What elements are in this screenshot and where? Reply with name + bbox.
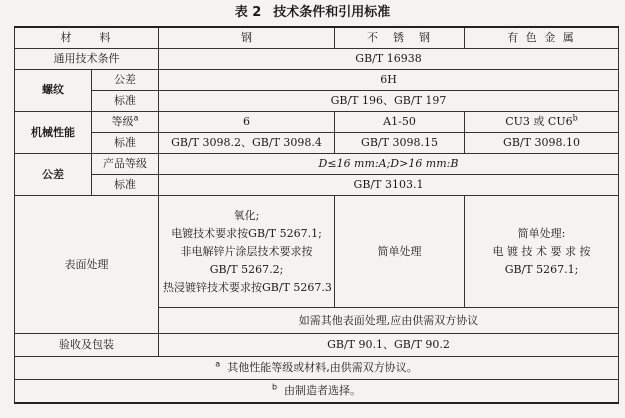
thread-tolerance-row (15, 69, 619, 90)
surface-steel (159, 196, 335, 308)
surface-steel-line: 氧化; (233, 208, 260, 222)
surface-nonferrous-line: GB/T 5267.1; (504, 262, 579, 276)
header-nonferrous: 有 色 金 属 (465, 27, 619, 48)
thread-standard-row (15, 90, 619, 111)
thread-label: 螺纹 (15, 69, 92, 111)
surface-row (15, 196, 619, 308)
acceptance-label: 验收及包装 (15, 333, 159, 356)
tolerance-standard-value: GB/T 3103.1 (159, 175, 619, 196)
footnote-a-mark: a (215, 359, 221, 369)
surface-steel-line: 热浸镀锌技术要求按GB/T 5267.3 (163, 280, 332, 294)
thread-standard-value: GB/T 196、GB/T 197 (159, 90, 619, 111)
footnote-b-mark: b (271, 382, 278, 392)
grade-steel: 6 (159, 111, 335, 132)
surface-steel-line: 电镀技术要求按GB/T 5267.1; (171, 226, 322, 240)
caption-number: 表 2 (234, 5, 262, 20)
surface-other: 如需其他表面处理,应由供需双方协议 (159, 308, 619, 333)
table-caption (0, 2, 625, 24)
surface-label: 表面处理 (15, 196, 159, 333)
surface-steel-line: 非电解锌片涂层技术要求按 (180, 244, 313, 258)
product-grade-value: D≤16 mm:A;D>16 mm:B (159, 154, 619, 175)
header-row (15, 27, 619, 48)
footnote-b-text: 由制造者选择。 (284, 384, 362, 398)
note-row (15, 380, 619, 403)
header-material: 材 料 (15, 27, 159, 48)
mechanical-grade-label-cell (92, 111, 159, 132)
mechanical-grade-label: 等级 (111, 114, 134, 128)
std-stainless: GB/T 3098.15 (335, 133, 465, 154)
thread-standard-label: 标准 (92, 90, 159, 111)
thread-tolerance-value: 6H (159, 69, 619, 90)
surface-nonferrous-line: 简单处理: (517, 226, 566, 240)
mechanical-standard-label: 标准 (92, 133, 159, 154)
acceptance-value: GB/T 90.1、GB/T 90.2 (159, 333, 619, 356)
mechanical-grade-row (15, 111, 619, 132)
tolerance-grade-row (15, 154, 619, 175)
surface-steel-line: GB/T 5267.2; (209, 262, 284, 276)
mechanical-standard-row (15, 133, 619, 154)
acceptance-row (15, 333, 619, 356)
surface-nonferrous-line: 电 镀 技 术 要 求 按 (492, 244, 591, 258)
surface-stainless: 简单处理 (335, 196, 465, 308)
tolerance-standard-label: 标准 (92, 175, 159, 196)
header-stainless: 不 锈 钢 (335, 27, 465, 48)
grade-stainless: A1-50 (335, 111, 465, 132)
surface-nonferrous (465, 196, 619, 308)
thread-tolerance-label: 公差 (92, 69, 159, 90)
general-value: GB/T 16938 (159, 48, 619, 69)
footnote-mark-a: a (133, 113, 139, 123)
caption-title: 技术条件和引用标准 (273, 5, 391, 20)
std-nonferrous: GB/T 3098.10 (465, 133, 619, 154)
note-row (15, 356, 619, 379)
general-row (15, 48, 619, 69)
std-steel: GB/T 3098.2、GB/T 3098.4 (159, 133, 335, 154)
grade-nonferrous: CU3 或 CU6 (505, 114, 573, 128)
footnote-a-text: 其他性能等级或材料,由供需双方协议。 (227, 361, 418, 375)
grade-nonferrous-cell (465, 111, 619, 132)
header-steel: 钢 (159, 27, 335, 48)
footnote-mark-b: b (572, 113, 578, 123)
footnote-a (15, 356, 619, 379)
spec-table (14, 26, 619, 404)
tolerance-standard-row (15, 175, 619, 196)
footnote-b (15, 380, 619, 403)
product-grade-label: 产品等级 (92, 154, 159, 175)
tolerance-label: 公差 (15, 154, 92, 196)
mechanical-label: 机械性能 (15, 111, 92, 153)
general-label: 通用技术条件 (15, 48, 159, 69)
